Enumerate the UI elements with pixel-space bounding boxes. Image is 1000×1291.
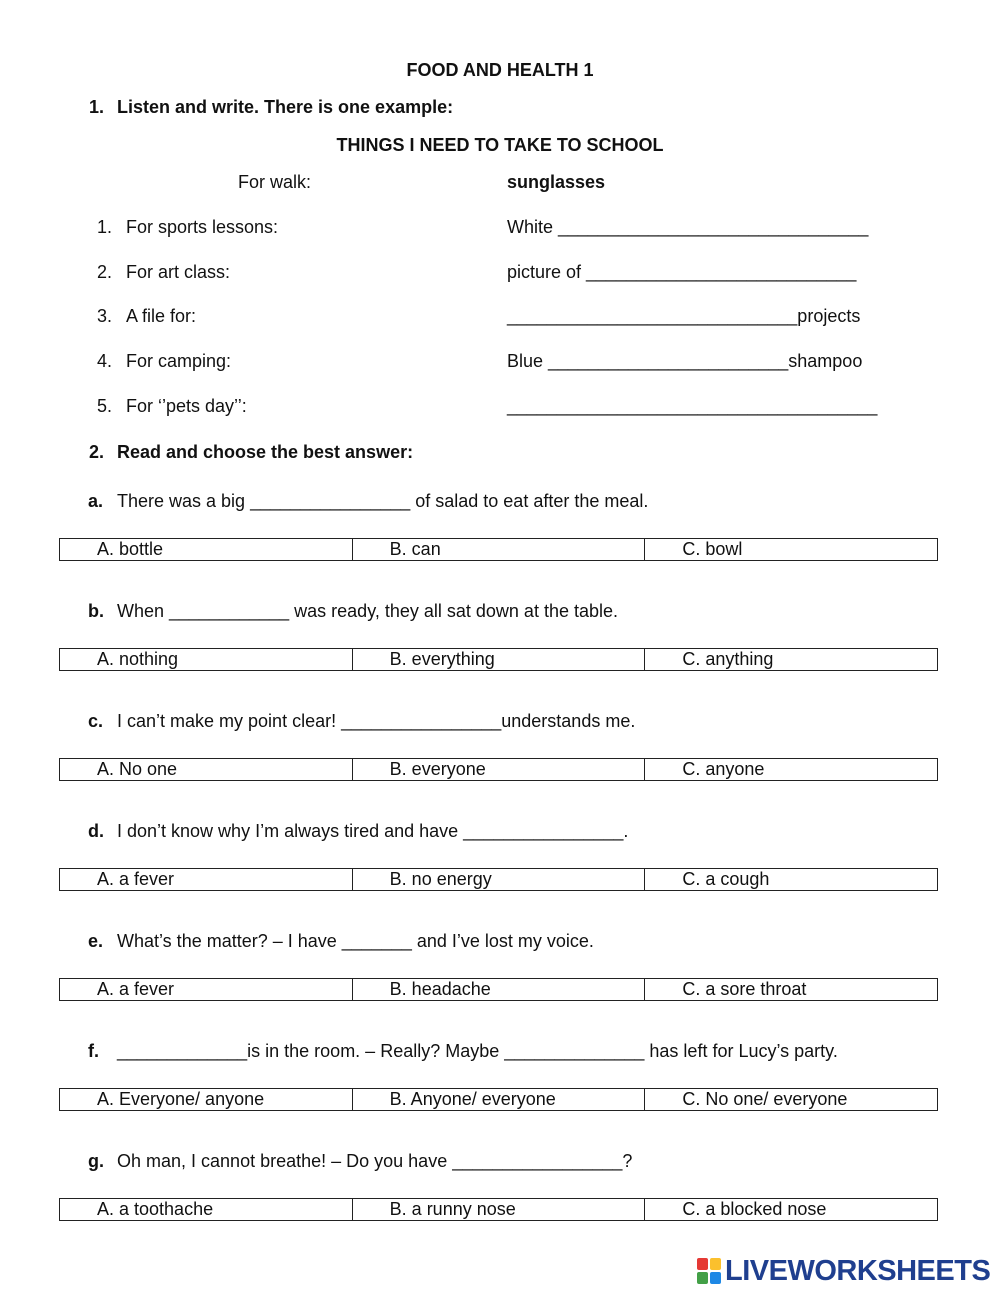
option-c[interactable]: C. No one/ everyone [682,1089,848,1109]
section1-number: 1. [89,97,105,117]
answer-field[interactable]: White _______________________________ [507,217,869,237]
item-number: 5. [97,396,113,416]
question-letter: b. [88,601,104,621]
question-letter: a. [88,491,104,511]
liveworksheets-logo [697,1256,990,1286]
option-a[interactable]: A. bottle [60,539,353,560]
question-text: What’s the matter? – I have _______ and I’ve lost my voice. [117,931,594,951]
answer-field[interactable]: _____________________________projects [507,306,861,326]
options-row [59,648,938,671]
option-a[interactable]: A. Everyone/ anyone [60,1089,353,1110]
logo-text: LIVEWORKSHEETS [725,1254,991,1287]
option-c[interactable]: C. bowl [682,539,743,559]
option-b[interactable]: B. a runny nose [353,1199,646,1220]
option-c[interactable]: C. a cough [682,869,770,889]
options-row [59,538,938,561]
item-label: For art class: [126,262,231,282]
answer-field[interactable]: picture of ___________________________ [507,262,857,282]
option-b[interactable]: B. Anyone/ everyone [353,1089,646,1110]
option-b[interactable]: B. headache [353,979,646,1000]
list-item [0,262,1000,286]
option-c[interactable]: C. anything [682,649,774,669]
item-label: For sports lessons: [126,217,279,237]
question-text: _____________is in the room. – Really? Maybe ______________ has left for Lucy’s party. [117,1041,838,1061]
question-letter: c. [88,711,104,731]
question-letter: e. [88,931,104,951]
section1-instruction: Listen and write. There is one example: [117,97,454,117]
section2-instruction: Read and choose the best answer: [117,442,414,462]
option-c[interactable]: C. a blocked nose [682,1199,827,1219]
option-a[interactable]: A. nothing [60,649,353,670]
option-b[interactable]: B. everyone [353,759,646,780]
question-letter: d. [88,821,104,841]
section2-number: 2. [89,442,105,462]
option-a[interactable]: A. a toothache [60,1199,353,1220]
question-text: There was a big ________________ of salad to eat after the meal. [117,491,649,511]
example-label: For walk: [238,172,312,192]
list-item [0,351,1000,375]
option-b[interactable]: B. everything [353,649,646,670]
question-text: I don’t know why I’m always tired and have ________________. [117,821,629,841]
list-item [0,217,1000,241]
option-a[interactable]: A. a fever [60,869,353,890]
question-text: When ____________ was ready, they all sat down at the table. [117,601,619,621]
item-number: 4. [97,351,113,371]
answer-field[interactable]: _____________________________________ [507,396,878,416]
item-number: 3. [97,306,113,326]
options-row [59,868,938,891]
list-item [0,306,1000,330]
options-row [59,1088,938,1111]
question-letter: g. [88,1151,104,1171]
answer-field[interactable]: Blue ________________________shampoo [507,351,863,371]
item-label: For camping: [126,351,232,371]
option-c[interactable]: C. anyone [682,759,765,779]
option-b[interactable]: B. can [353,539,646,560]
option-a[interactable]: A. No one [60,759,353,780]
option-b[interactable]: B. no energy [353,869,646,890]
question-text: I can’t make my point clear! ________________understands me. [117,711,636,731]
logo-blocks-icon [697,1258,721,1284]
question-letter: f. [88,1041,99,1061]
options-row [59,1198,938,1221]
item-number: 1. [97,217,113,237]
option-a[interactable]: A. a fever [60,979,353,1000]
item-label: A file for: [126,306,197,326]
example-answer: sunglasses [507,172,606,192]
option-c[interactable]: C. a sore throat [682,979,807,999]
question-text: Oh man, I cannot breathe! – Do you have _________________? [117,1151,633,1171]
options-row [59,758,938,781]
item-label: For ‘’pets day’’: [126,396,247,416]
list-item [0,396,1000,420]
section1-subtitle: THINGS I NEED TO TAKE TO SCHOOL [336,135,664,155]
item-number: 2. [97,262,113,282]
page-title: FOOD AND HEALTH 1 [406,60,594,80]
options-row [59,978,938,1001]
